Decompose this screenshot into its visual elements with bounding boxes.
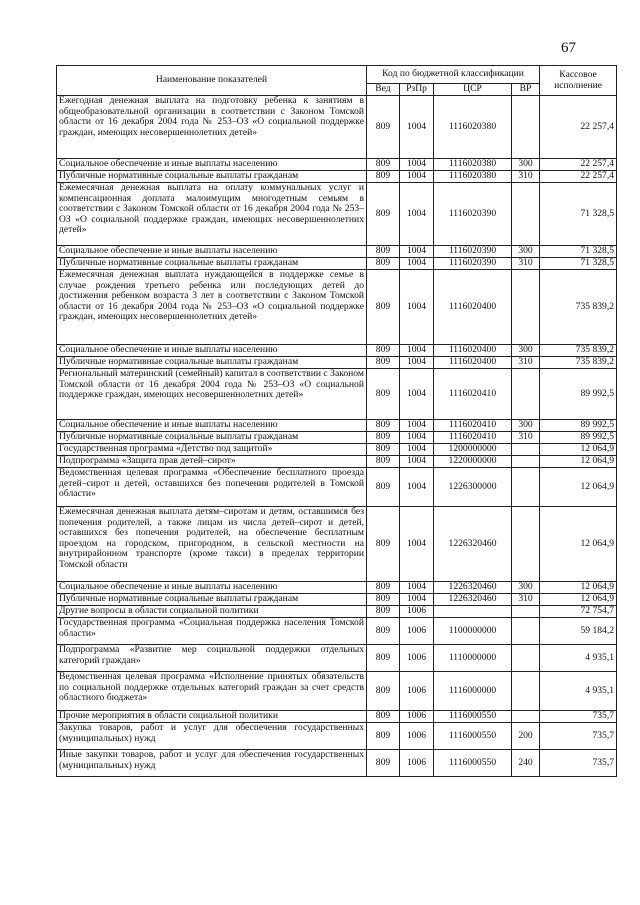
cell-ved: 809 <box>367 750 400 777</box>
cell-amount: 89 992,5 <box>540 420 617 432</box>
cell-rzpr: 1004 <box>400 246 434 258</box>
table-row <box>57 369 617 420</box>
cell-name: Другие вопросы в области социальной политики <box>57 606 367 618</box>
cell-name: Публичные нормативные социальные выплаты гражданам <box>57 594 367 606</box>
cell-csr: 1116020410 <box>434 432 512 444</box>
cell-csr <box>434 606 512 618</box>
cell-name: Публичные нормативные социальные выплаты гражданам <box>57 171 367 183</box>
cell-vr: 200 <box>512 723 540 750</box>
table-row <box>57 159 617 171</box>
cell-csr: 1116000000 <box>434 672 512 711</box>
header-code-group: Код по бюджетной классификации <box>367 66 540 84</box>
table-row <box>57 96 617 159</box>
cell-rzpr: 1006 <box>400 618 434 645</box>
header-vr: ВР <box>512 84 540 96</box>
cell-rzpr: 1006 <box>400 672 434 711</box>
cell-csr: 1226300000 <box>434 468 512 507</box>
cell-rzpr: 1004 <box>400 582 434 594</box>
table-row <box>57 618 617 645</box>
cell-rzpr: 1004 <box>400 357 434 369</box>
cell-csr: 1116020380 <box>434 171 512 183</box>
table-row <box>57 357 617 369</box>
cell-amount: 735,7 <box>540 711 617 723</box>
table-row <box>57 594 617 606</box>
cell-amount: 59 184,2 <box>540 618 617 645</box>
header-rzpr: РзПр <box>400 84 434 96</box>
cell-name: Региональный материнский (семейный) капитал в соответствии с Законом Томской области от 16 декабря 2004 года № 253–ОЗ «О социальной поддержке граждан, имеющих несовершеннолетних детей» <box>57 369 367 420</box>
header-name: Наименование показателей <box>57 66 367 96</box>
cell-amount: 71 328,5 <box>540 183 617 246</box>
cell-ved: 809 <box>367 594 400 606</box>
cell-rzpr: 1004 <box>400 507 434 582</box>
cell-vr <box>512 456 540 468</box>
cell-csr: 1226320460 <box>434 507 512 582</box>
cell-name: Публичные нормативные социальные выплаты гражданам <box>57 258 367 270</box>
cell-rzpr: 1006 <box>400 606 434 618</box>
table-row <box>57 723 617 750</box>
cell-amount: 12 064,9 <box>540 582 617 594</box>
cell-amount: 735,7 <box>540 750 617 777</box>
cell-ved: 809 <box>367 456 400 468</box>
cell-ved: 809 <box>367 171 400 183</box>
cell-name: Публичные нормативные социальные выплаты гражданам <box>57 432 367 444</box>
table-row <box>57 345 617 357</box>
cell-rzpr: 1006 <box>400 711 434 723</box>
cell-csr: 1226320460 <box>434 582 512 594</box>
cell-csr: 1116020380 <box>434 159 512 171</box>
cell-rzpr: 1004 <box>400 270 434 345</box>
cell-vr <box>512 507 540 582</box>
cell-csr: 1100000000 <box>434 618 512 645</box>
cell-name: Закупка товаров, работ и услуг для обеспечения государственных (муниципальных) нужд <box>57 723 367 750</box>
cell-rzpr: 1004 <box>400 432 434 444</box>
table-row <box>57 183 617 246</box>
cell-vr: 310 <box>512 357 540 369</box>
cell-amount: 22 257,4 <box>540 96 617 159</box>
cell-vr <box>512 270 540 345</box>
cell-rzpr: 1004 <box>400 159 434 171</box>
cell-csr: 1226320460 <box>434 594 512 606</box>
cell-ved: 809 <box>367 258 400 270</box>
cell-rzpr: 1004 <box>400 171 434 183</box>
cell-amount: 735 839,2 <box>540 270 617 345</box>
cell-amount: 71 328,5 <box>540 246 617 258</box>
cell-name: Социальное обеспечение и иные выплаты населению <box>57 345 367 357</box>
cell-amount: 22 257,4 <box>540 171 617 183</box>
cell-name: Ежемесячная денежная выплата нуждающейся в поддержке семье в случае рождения третьего ребенка или последующих детей до достижения ребенком возраста 3 лет в соответствии с Законом Томской области от 16 декабря 2004 года № 253–ОЗ «О социальной поддержке граждан, имеющих несовершеннолетних детей» <box>57 270 367 345</box>
cell-name: Социальное обеспечение и иные выплаты населению <box>57 159 367 171</box>
cell-amount: 72 754,7 <box>540 606 617 618</box>
table-row <box>57 711 617 723</box>
cell-ved: 809 <box>367 468 400 507</box>
cell-rzpr: 1004 <box>400 444 434 456</box>
cell-csr: 1220000000 <box>434 456 512 468</box>
cell-ved: 809 <box>367 582 400 594</box>
cell-ved: 809 <box>367 618 400 645</box>
cell-amount: 12 064,9 <box>540 594 617 606</box>
cell-ved: 809 <box>367 711 400 723</box>
cell-csr: 1116020390 <box>434 183 512 246</box>
cell-vr <box>512 369 540 420</box>
cell-vr: 310 <box>512 594 540 606</box>
cell-ved: 809 <box>367 420 400 432</box>
cell-vr: 300 <box>512 582 540 594</box>
cell-name: Ведомственная целевая программа «Обеспечение бесплатного проезда детей–сирот и детей, оставшихся без попечения родителей в Томской области» <box>57 468 367 507</box>
cell-amount: 22 257,4 <box>540 159 617 171</box>
cell-rzpr: 1006 <box>400 723 434 750</box>
cell-rzpr: 1004 <box>400 96 434 159</box>
cell-ved: 809 <box>367 723 400 750</box>
table-row <box>57 456 617 468</box>
header-amount: Кассовое исполнение <box>540 66 617 96</box>
cell-name: Иные закупки товаров, работ и услуг для обеспечения государственных (муниципальных) нужд <box>57 750 367 777</box>
cell-vr <box>512 468 540 507</box>
cell-csr: 1116000550 <box>434 723 512 750</box>
cell-rzpr: 1004 <box>400 183 434 246</box>
cell-csr: 1116000550 <box>434 750 512 777</box>
cell-vr: 300 <box>512 159 540 171</box>
cell-amount: 89 992,5 <box>540 369 617 420</box>
cell-amount: 4 935,1 <box>540 672 617 711</box>
cell-vr: 310 <box>512 171 540 183</box>
cell-ved: 809 <box>367 369 400 420</box>
cell-name: Государственная программа «Социальная поддержка населения Томской области» <box>57 618 367 645</box>
table-row <box>57 432 617 444</box>
cell-name: Социальное обеспечение и иные выплаты населению <box>57 582 367 594</box>
cell-name: Государственная программа «Детство под защитой» <box>57 444 367 456</box>
table-row <box>57 444 617 456</box>
cell-csr: 1116020390 <box>434 246 512 258</box>
cell-vr <box>512 183 540 246</box>
table-row <box>57 750 617 777</box>
page-number: 67 <box>561 40 576 56</box>
cell-ved: 809 <box>367 444 400 456</box>
cell-csr: 1116020380 <box>434 96 512 159</box>
cell-vr <box>512 606 540 618</box>
cell-rzpr: 1004 <box>400 420 434 432</box>
cell-amount: 735 839,2 <box>540 357 617 369</box>
cell-vr <box>512 711 540 723</box>
table-row <box>57 645 617 672</box>
cell-amount: 735 839,2 <box>540 345 617 357</box>
table-row <box>57 258 617 270</box>
table-row <box>57 582 617 594</box>
cell-ved: 809 <box>367 246 400 258</box>
cell-name: Публичные нормативные социальные выплаты гражданам <box>57 357 367 369</box>
cell-ved: 809 <box>367 183 400 246</box>
cell-vr <box>512 444 540 456</box>
cell-vr: 300 <box>512 420 540 432</box>
cell-csr: 1116000550 <box>434 711 512 723</box>
cell-csr: 1116020400 <box>434 345 512 357</box>
cell-csr: 1116020410 <box>434 369 512 420</box>
header-csr: ЦСР <box>434 84 512 96</box>
cell-amount: 12 064,9 <box>540 507 617 582</box>
cell-ved: 809 <box>367 345 400 357</box>
cell-rzpr: 1004 <box>400 345 434 357</box>
cell-rzpr: 1004 <box>400 456 434 468</box>
cell-name: Подпрограмма «Защита прав детей–сирот» <box>57 456 367 468</box>
cell-rzpr: 1004 <box>400 594 434 606</box>
cell-amount: 71 328,5 <box>540 258 617 270</box>
cell-ved: 809 <box>367 645 400 672</box>
table-row <box>57 171 617 183</box>
cell-vr <box>512 672 540 711</box>
cell-vr: 240 <box>512 750 540 777</box>
cell-amount: 4 935,1 <box>540 645 617 672</box>
cell-amount: 12 064,9 <box>540 456 617 468</box>
cell-ved: 809 <box>367 507 400 582</box>
cell-name: Ведомственная целевая программа «Исполнение принятых обязательств по социальной поддержке отдельных категорий граждан за счет средств областного бюджета» <box>57 672 367 711</box>
cell-rzpr: 1004 <box>400 468 434 507</box>
cell-amount: 12 064,9 <box>540 468 617 507</box>
cell-ved: 809 <box>367 672 400 711</box>
cell-name: Ежемесячная денежная выплата на оплату коммунальных услуг и компенсационная доплата малоимущим многодетным семьям в соответствии с Законом Томской области от 16 декабря 2004 года № 253–ОЗ «О социальной поддержке граждан, имеющих несовершеннолетних детей» <box>57 183 367 246</box>
cell-csr: 1116020410 <box>434 420 512 432</box>
cell-vr: 310 <box>512 432 540 444</box>
cell-amount: 735,7 <box>540 723 617 750</box>
cell-vr: 310 <box>512 258 540 270</box>
cell-amount: 12 064,9 <box>540 444 617 456</box>
cell-name: Ежегодная денежная выплата на подготовку ребенка к занятиям в общеобразовательной организации в соответствии с Законом Томской области от 16 декабря 2004 года № 253–ОЗ «О социальной поддержке граждан, имеющих несовершеннолетних детей» <box>57 96 367 159</box>
cell-name: Подпрограмма «Развитие мер социальной поддержки отдельных категорий граждан» <box>57 645 367 672</box>
table-row <box>57 270 617 345</box>
table-row <box>57 672 617 711</box>
cell-amount: 89 992,5 <box>540 432 617 444</box>
cell-csr: 1116020390 <box>434 258 512 270</box>
cell-vr: 300 <box>512 246 540 258</box>
cell-ved: 809 <box>367 270 400 345</box>
cell-vr <box>512 618 540 645</box>
cell-csr: 1110000000 <box>434 645 512 672</box>
header-ved: Вед <box>367 84 400 96</box>
cell-name: Ежемесячная денежная выплата детям–сиротам и детям, оставшимся без попечения родителей, а также лицам из числа детей–сирот и детей, оставшихся без попечения родителей, на обеспечение бесплатным проездом на городском, пригородном, в сельской местности на внутрирайонном транспорте (кроме такси) в пределах территории Томской области <box>57 507 367 582</box>
table-row <box>57 606 617 618</box>
cell-rzpr: 1006 <box>400 645 434 672</box>
cell-ved: 809 <box>367 606 400 618</box>
cell-rzpr: 1004 <box>400 369 434 420</box>
cell-csr: 1116020400 <box>434 270 512 345</box>
cell-rzpr: 1006 <box>400 750 434 777</box>
table-body <box>57 96 617 777</box>
cell-ved: 809 <box>367 159 400 171</box>
cell-name: Социальное обеспечение и иные выплаты населению <box>57 246 367 258</box>
budget-table <box>56 65 617 777</box>
cell-ved: 809 <box>367 96 400 159</box>
cell-csr: 1200000000 <box>434 444 512 456</box>
cell-vr <box>512 96 540 159</box>
table-row <box>57 246 617 258</box>
cell-ved: 809 <box>367 432 400 444</box>
cell-vr <box>512 645 540 672</box>
cell-name: Прочие мероприятия в области социальной политики <box>57 711 367 723</box>
cell-name: Социальное обеспечение и иные выплаты населению <box>57 420 367 432</box>
table-row <box>57 420 617 432</box>
table-row <box>57 468 617 507</box>
cell-vr: 300 <box>512 345 540 357</box>
cell-ved: 809 <box>367 357 400 369</box>
cell-rzpr: 1004 <box>400 258 434 270</box>
cell-csr: 1116020400 <box>434 357 512 369</box>
table-row <box>57 507 617 582</box>
